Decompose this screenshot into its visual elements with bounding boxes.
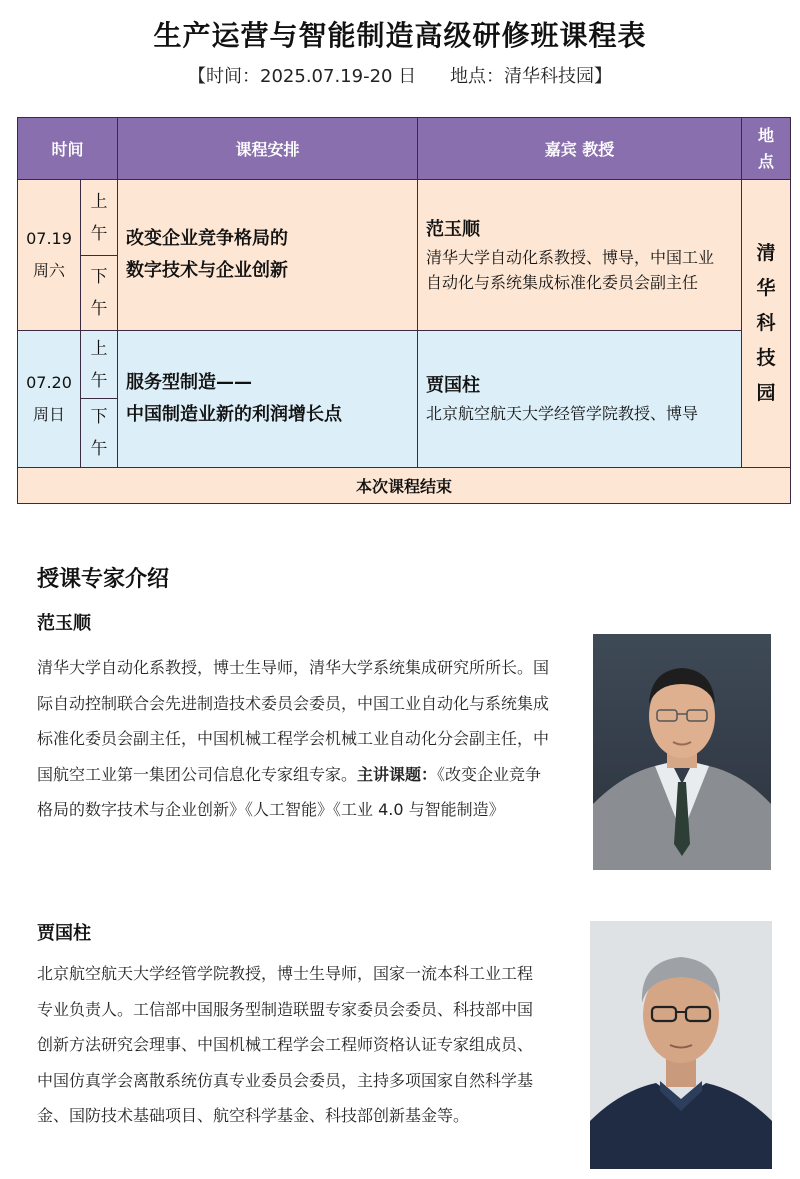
portrait-photo (593, 634, 771, 870)
guest-desc: 自动化与系统集成标准化委员会副主任 (426, 273, 699, 293)
expert-name: 范玉顺 (37, 613, 91, 634)
header-guest: 嘉宾 教授 (418, 118, 742, 180)
table-header-row (18, 118, 791, 180)
table-row (18, 180, 791, 255)
experts-section-title: 授课专家介绍 (37, 567, 170, 592)
guest-desc: 北京航空航天大学经管学院教授、博导 (426, 404, 699, 424)
course-end-note: 本次课程结束 (18, 467, 791, 503)
table-footer-row (18, 467, 791, 503)
afternoon-label: 下 午 (81, 399, 118, 467)
schedule-table (17, 117, 791, 504)
guest-name: 贾国柱 (426, 375, 481, 397)
header-location: 地 点 (742, 118, 791, 180)
page-title: 生产运营与智能制造高级研修班课程表 (153, 19, 647, 52)
portrait-photo (590, 921, 772, 1169)
schedule-location: 地点：清华科技园】 (449, 66, 612, 87)
header-time: 时间 (18, 118, 118, 180)
morning-label: 上 午 (81, 331, 118, 399)
guest-desc: 清华大学自动化系教授、博导，中国工业 (426, 248, 715, 268)
schedule-time: 【时间：2025.07.19-20 日 (188, 66, 417, 87)
page-subtitle (0, 62, 800, 88)
course-topic: 服务型制造—— 中国制造业新的利润增长点 (118, 331, 418, 468)
expert-bio: 清华大学自动化系教授，博士生导师，清华大学系统集成研究所所长。国 际自动控制联合会先进制造技术委员会委员，中国工业自动化与系统集成 标准化委员会副主任，中国机械工程学会机械工业自动化分会副主任，中 国航空工业第一集团公司信息化专家组专家。主讲课题：《改变企业竞争 格局的数字技术与企业创新》《人工智能》《工业 4.0 与智能制造》 (37, 658, 550, 819)
guest-name: 范玉顺 (426, 219, 481, 241)
table-row (18, 331, 791, 399)
expert-bio: 北京航空航天大学经管学院教授，博士生导师，国家一流本科工业工程 专业负责人。工信部中国服务型制造联盟专家委员会委员、科技部中国 创新方法研究会理事、中国机械工程学会工程师资格认证专家组成员、 中国仿真学会离散系统仿真专业委员会委员，主持多项国家自然科学基 金、国防技术基础项目、航空科学基金、科技部创新基金等。 (37, 964, 534, 1125)
session-date: 07.19 周六 (18, 180, 81, 331)
header-course: 课程安排 (118, 118, 418, 180)
guest-info (418, 180, 742, 331)
session-date: 07.20 周日 (18, 331, 81, 468)
course-topic: 改变企业竞争格局的 数字技术与企业创新 (118, 180, 418, 331)
afternoon-label: 下 午 (81, 255, 118, 330)
morning-label: 上 午 (81, 180, 118, 255)
expert-name: 贾国柱 (37, 923, 91, 944)
topic-label: 主讲课题： (357, 764, 438, 784)
guest-info (418, 331, 742, 468)
location-cell: 清 华 科 技 园 (742, 180, 791, 467)
